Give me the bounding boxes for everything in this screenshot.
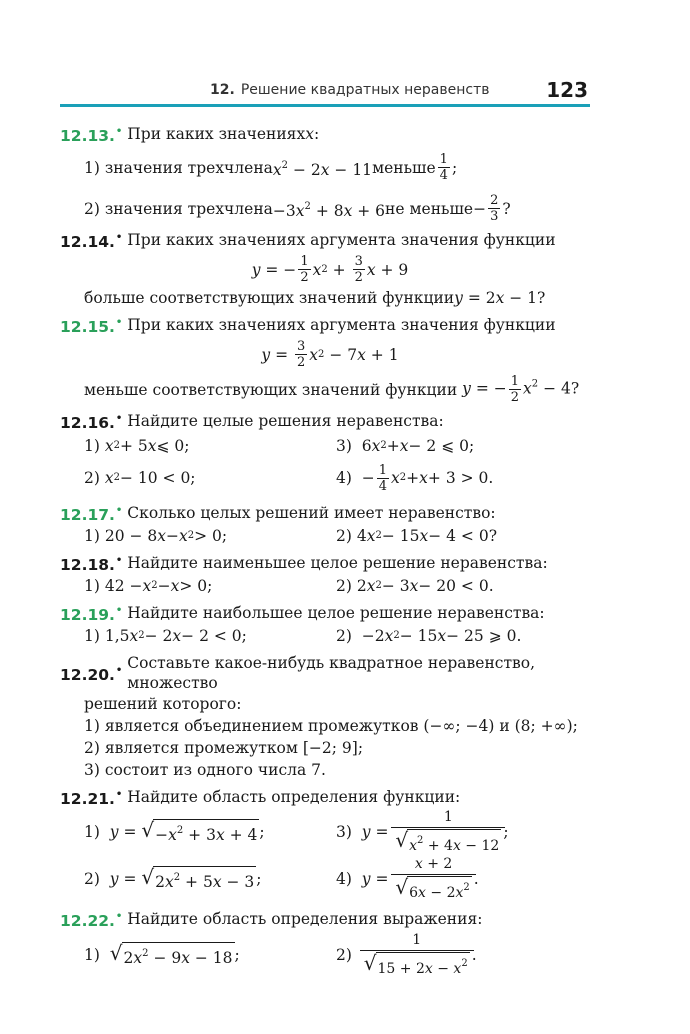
- problem-12-18: 12.18.• Найдите наименьшее целое решение неравенства: 1) 42 − x 2 − x > 0; 2) 2 x 2 − 3 x − 20 < 0.: [60, 554, 548, 595]
- problem-text: Найдите область определения выражения:: [127, 910, 483, 928]
- problem-text: Найдите наименьшее целое решение неравенства:: [127, 554, 548, 572]
- exercise-list: [60, 122, 600, 979]
- problem-number: 12.21.: [60, 790, 115, 808]
- problem-12-21: 12.21.• Найдите область определения функции: 1) y = √ $-x^2 + 3x + 4$ ; 3) y = 1 √ $x^2 + 4x - 12$ ; 2) y = √ $2x^2 + 5x - 3$ ; 4) y = x + 2 √ $6x - 2x^2$ .: [60, 788, 509, 901]
- problem-number: 12.19.: [60, 606, 115, 624]
- problem-text: Составьте какое-нибудь квадратное неравенство, множество: [127, 654, 536, 692]
- problem-number: 12.13.: [60, 127, 115, 145]
- problem-number: 12.22.: [60, 912, 115, 930]
- problem-12-15: 12.15.• При каких значениях аргумента значения функции y = $\frac{3}{2}$ x 2 − 7 x + 1 меньше соответствующих значений функции y = − $\frac{1}{2}$ $x^2 - 4$?: [60, 316, 580, 405]
- problem-text: При каких значениях аргумента значения функции: [127, 231, 556, 249]
- page-header: [60, 76, 590, 106]
- problem-number: 12.17.: [60, 506, 115, 524]
- problem-number: 12.16.: [60, 414, 115, 432]
- header-rule: [60, 104, 590, 107]
- problem-12-20: 12.20.• Составьте какое-нибудь квадратное неравенство, множество решений которого: 1) является объединением промежутков (−∞; −4) и (8; +∞); 2) является промежутком [−2; 9]; 3) состоит из одного числа 7.: [60, 653, 600, 781]
- problem-number: 12.20.: [60, 666, 115, 684]
- problem-12-13: 12.13.• При каких значениях x : 1) значения трехчлена $x^2 - 2x - 11$ меньше $\frac{1}{4}$ ; 2) значения трехчлена $-3x^2 + 8x + 6$ не меньше − $\frac{2}{3}$ ?: [60, 125, 511, 224]
- problem-12-22: 12.22.• Найдите область определения выражения: 1) √ $2x^2 - 9x - 18$ ; 2) 1 √ $15 + 2x - x^2$ .: [60, 910, 483, 977]
- problem-number: 12.15.: [60, 318, 115, 336]
- problem-12-14: 12.14.• При каких значениях аргумента значения функции y = − $\frac{1}{2}$ x 2 + $\frac{3}{2}$ x + 9 больше соответствующих значений функции y = 2x − 1?: [60, 231, 556, 307]
- problem-12-17: 12.17.• Сколько целых решений имеет неравенство: 1) 20 − 8 x − x 2 > 0; 2) 4 x 2 − 15 x − 4 < 0?: [60, 504, 498, 545]
- problem-text: Найдите область определения функции:: [127, 788, 461, 806]
- page-number: 123: [546, 78, 588, 102]
- running-title: [210, 82, 490, 98]
- problem-number: 12.14.: [60, 233, 115, 251]
- problem-text: При каких значениях: [127, 125, 306, 143]
- problem-text: При каких значениях аргумента значения функции: [127, 316, 556, 334]
- problem-text: Сколько целых решений имеет неравенство:: [127, 504, 496, 522]
- problem-12-19: 12.19.• Найдите наибольшее целое решение неравенства: 1) 1,5 x 2 − 2 x − 2 < 0; 2) −2 x 2 − 15 x − 25 ⩾ 0.: [60, 604, 545, 645]
- section-number: 12.: [210, 82, 235, 98]
- problem-number: 12.18.: [60, 556, 115, 574]
- problem-text: Найдите целые решения неравенства:: [127, 412, 444, 430]
- section-title: Решение квадратных неравенств: [240, 82, 490, 98]
- problem-text: Найдите наибольшее целое решение неравенства:: [127, 604, 545, 622]
- problem-12-16: 12.16.• Найдите целые решения неравенства: 1) x 2 + 5 x ⩽ 0; 3) 6 x 2 + x − 2 ⩽ 0; 2) x 2 − 10 < 0; 4) − $\frac{1}{4}$ x 2 + x + 3 > 0.: [60, 412, 494, 494]
